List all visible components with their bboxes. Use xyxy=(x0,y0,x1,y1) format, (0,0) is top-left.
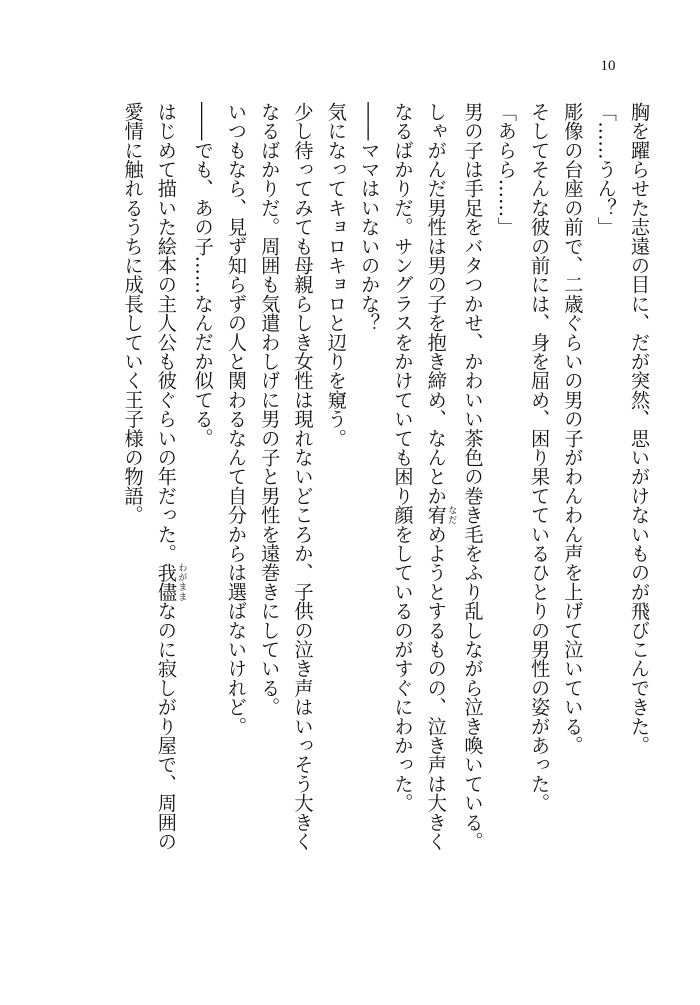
text-line: なるばかりだ。周囲も気遣わしげに男の子と男性を遠巻きにしている。 xyxy=(258,102,282,717)
text-line: 気になってキョロキョロと辺りを窺う。 xyxy=(324,102,348,448)
ruby-base: 我儘 xyxy=(154,562,178,602)
text-segment: なのに寂しがり屋で、周囲の xyxy=(154,601,178,851)
text-line: 少し待ってみても母親らしき女性は現れないどころか、子供の泣き声はいっそう大きく xyxy=(291,102,315,851)
text-line: 愛情に触れるうちに成長していく王子様の物語。 xyxy=(121,102,145,525)
page-number: 10 xyxy=(600,58,616,74)
ruby-reading: なだ xyxy=(446,505,457,525)
text-line: そしてそんな彼の前には、身を屈め、困り果てているひとりの男性の姿があった。 xyxy=(528,102,552,813)
text-line: いつもなら、見ず知らずの人と関わるなんて自分からは選ばないけれど。 xyxy=(224,102,248,736)
ruby-base: 宥 xyxy=(424,505,448,525)
text-line xyxy=(150,102,187,982)
vertical-text-body xyxy=(116,102,656,982)
ruby-reading: わがまま xyxy=(176,562,187,602)
text-line xyxy=(419,102,456,982)
text-line: 「……うん？」 xyxy=(594,102,618,237)
text-line: 胸を躍らせた志遠の目に、だが突然、思いがけないものが飛びこんできた。 xyxy=(628,102,651,755)
text-segment: はじめて描いた絵本の主人公も彼ぐらいの年だった。 xyxy=(154,102,178,563)
text-line: 男の子は手足をバタつかせ、かわいい茶色の巻き毛をふり乱しながら泣き喚いている。 xyxy=(461,102,485,851)
text-line: 「あらら……」 xyxy=(494,102,518,237)
furigana-word xyxy=(154,562,187,602)
text-segment: めようとするものの、泣き声は大きく xyxy=(424,524,448,851)
text-line: なるばかりだ。サングラスをかけていても困り顔をしているのがすぐにわかった。 xyxy=(391,102,415,813)
text-segment: しゃがんだ男性は男の子を抱き締め、なんとか xyxy=(424,102,448,506)
text-line: ――ママはいないのかな？ xyxy=(358,102,382,333)
text-line: ――でも、あの子……なんだか似てる。 xyxy=(191,102,215,448)
furigana-word xyxy=(424,505,457,525)
text-line: 彫像の台座の前で、二歳ぐらいの男の子がわんわん声を上げて泣いている。 xyxy=(561,102,585,755)
